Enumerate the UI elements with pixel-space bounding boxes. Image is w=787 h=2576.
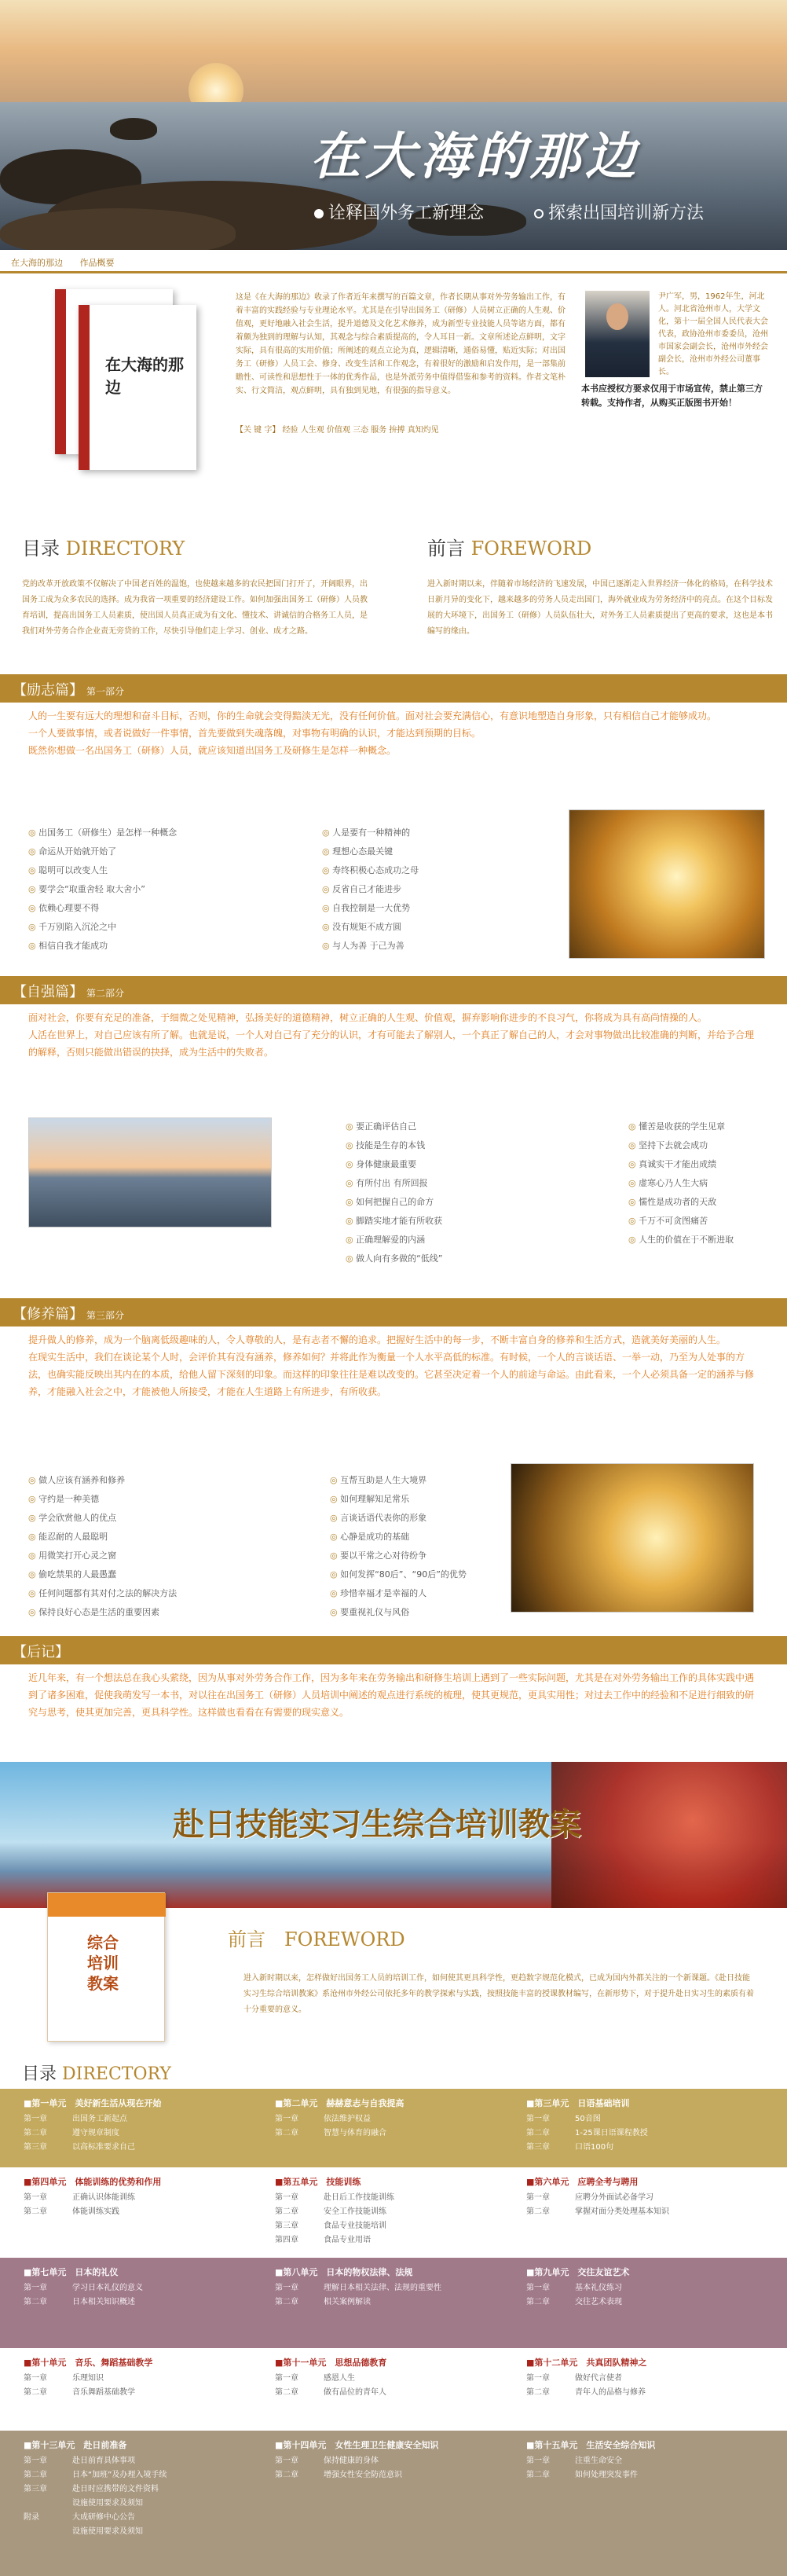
- chapter-list-right: [322, 824, 419, 956]
- section-header: 【后记】: [0, 1636, 787, 1664]
- chapter-list-left: [28, 1471, 177, 1622]
- book-cover: [79, 305, 196, 470]
- book2-foreword-heading: 前言 FOREWORD: [228, 1928, 405, 1950]
- unit-chapter: 第二章 交往艺术表现: [526, 2298, 622, 2306]
- unit-title: ■第十二单元 共真团队精神之: [526, 2358, 647, 2368]
- section-paragraphs: [0, 703, 787, 764]
- unit-chapter: 第三章 食品专业技能培训: [275, 2222, 386, 2230]
- unit-title: ■第十一单元 思想品德教育: [275, 2358, 387, 2368]
- section-1: [0, 674, 787, 976]
- paragraph: 提升做人的修养，成为一个脑离低级趣味的人，令人尊敬的人，是有志者不懈的追求。把握好生活中的每一步，不断丰富自身的修养和生活方式，造就美好美丽的人生。: [28, 1334, 727, 1345]
- chapter-item[interactable]: ◎ 如何把握自己的命方: [346, 1193, 443, 1212]
- chapter-item[interactable]: ◎ 身体健康最重要: [346, 1155, 443, 1174]
- unit-chapter: 第二章 遵守规章制度: [24, 2129, 119, 2137]
- chapter-item[interactable]: ◎ 虚寒心乃人生大病: [628, 1174, 734, 1193]
- unit-chapter: 第三章 赴日时应携带的文件资料: [24, 2485, 159, 2493]
- unit-chapter: 第二章 日本“加班”及办理入境手续: [24, 2471, 167, 2479]
- chapter-item[interactable]: ◎ 有所付出 有所回报: [346, 1174, 443, 1193]
- chapter-item[interactable]: ◎ 坚持下去就会成功: [628, 1136, 734, 1155]
- preface-text: 进入新时期以来，伴随着市场经济的飞速发展，中国已逐渐走入世界经济一体化的格局，在科学技术日新月异的变化下，越来越多的劳务人员走出国门，海外就业成为劳务经济中的亮点。在这个目标发展的大环境下，出国务工（研修）人员队伍壮大，对外务工人员素质提出了更高的要求，这也是本书编写的缘由。: [427, 580, 773, 636]
- book2-cover: [47, 1892, 165, 2042]
- unit-title: ■第十单元 音乐、舞蹈基础教学: [24, 2358, 153, 2368]
- hero-subtitle-1: 诠释国外务工新理念: [314, 200, 484, 224]
- section-paragraphs: [0, 1004, 787, 1066]
- unit-title: ■第六单元 应聘全考与聘用: [526, 2177, 639, 2187]
- unit-block[interactable]: [24, 2097, 259, 2155]
- chapter-item[interactable]: ◎ 没有规矩不成方圆: [322, 918, 419, 937]
- paragraph: 人活在世界上，对自己应该有所了解。也就是说，一个人对自己有了充分的认识，才有可能去了解别人，一个真正了解自己的人，才会对事物做出比较准确的判断，并给予合理的解释，否则只能做出错误的抉择，成为生活中的失败者。: [28, 1029, 755, 1058]
- directory-preface: [0, 533, 787, 643]
- chapter-item[interactable]: ◎ 理想心态最关键: [322, 842, 419, 861]
- unit-block[interactable]: [526, 2097, 762, 2155]
- chapter-list-right: [330, 1471, 467, 1622]
- unit-title: ■第一单元 美好新生活从现在开始: [24, 2098, 162, 2108]
- sea-photo: [28, 1117, 272, 1227]
- intro-text: 这是《在大海的那边》收录了作者近年来撰写的百篇文章，作者长期从事对外劳务输出工作，有着丰富的实践经验与专业理论水平。尤其是在引导出国务工（研修）人员树立正确的人生观、价值观，更好地融入社会生活，提升道德及文化艺术修养，成为新型专业技能人员等诸方面，都有着颇为独到的理解与认知，其观念与综合素质提高的，令人耳目一新。文章所述论点鲜明，文字实际，具有很高的实用价值；所阐述的观点立论为真，逻辑清晰，通俗易懂，贴近实际；对出国务工（研修）人员工会、修身、改变生活和工作观念，有着很好的激励和启发作用，是一部集前瞻性、可读性和思想性于一体的优秀作品，也是外派劳务中值得借鉴和参考的资料。作者文笔朴实、行文简洁，观点鲜明，具有独到见地，有很强的指导意义。: [236, 293, 566, 395]
- paragraph: 一个人要做事情，或者说做好一件事情，首先要做到失魂落魄，对事物有明确的认识，才能达到预期的目标。: [28, 728, 481, 739]
- chapter-item[interactable]: ◎ 心静是成功的基础: [330, 1528, 467, 1547]
- chapter-item[interactable]: ◎ 寿终积极心态成功之母: [322, 861, 419, 880]
- chapter-item[interactable]: ◎ 做人应该有涵养和修养: [28, 1471, 177, 1490]
- section-header: 【修养篇】 第三部分: [0, 1298, 787, 1327]
- rock: [110, 118, 157, 140]
- chapter-item[interactable]: ◎ 聪明可以改变人生: [28, 861, 177, 880]
- chapter-item[interactable]: ◎ 正确理解爱的内涵: [346, 1231, 443, 1249]
- paragraph: 面对社会，你要有充足的准备，于细微之处见精神，弘扬美好的道德精神，树立正确的人生观、价值观，摒弃影响你进步的不良习气，你将成为具有高尚情操的人。: [28, 1012, 708, 1023]
- unit-chapter: 第二章 相关案例解读: [275, 2298, 371, 2306]
- unit-chapter: 第三章 以高标准要求自己: [24, 2143, 135, 2152]
- unit-chapter: 第一章 应聘分外面试必备学习: [526, 2193, 653, 2202]
- hero-title: 在大海的那边: [310, 127, 640, 186]
- chapter-item[interactable]: ◎ 言谈话语代表你的形象: [330, 1509, 467, 1528]
- unit-band: [0, 2348, 787, 2431]
- chapter-item[interactable]: ◎ 任何问题都有其对付之法的解决方法: [28, 1584, 177, 1603]
- unit-chapter: 设施使用要求及须知: [72, 2499, 143, 2508]
- unit-block[interactable]: [526, 2175, 762, 2219]
- chapter-item[interactable]: ◎ 千万别陷入沉沦之中: [28, 918, 177, 937]
- chapter-item[interactable]: ◎ 懦性是成功者的天敌: [628, 1193, 734, 1212]
- chapter-list-left: [346, 1117, 443, 1268]
- unit-chapter: 第一章 乐理知识: [24, 2374, 104, 2383]
- book2-banner: [0, 1762, 787, 1908]
- postscript: [0, 1636, 787, 1762]
- unit-chapter: 第一章 正确认识体能训练: [24, 2193, 135, 2202]
- unit-block[interactable]: [24, 2266, 259, 2310]
- unit-block[interactable]: [275, 2097, 511, 2141]
- unit-chapter: 第二章 智慧与体育的融合: [275, 2129, 386, 2137]
- unit-chapter: 第一章 50音图: [526, 2115, 601, 2123]
- chapter-item[interactable]: ◎ 守约是一种美德: [28, 1490, 177, 1509]
- unit-title: ■第八单元 日本的物权法律、法规: [275, 2267, 413, 2277]
- unit-block[interactable]: [526, 2438, 762, 2482]
- unit-block[interactable]: [526, 2266, 762, 2310]
- chapter-item[interactable]: ◎ 反省自己才能进步: [322, 880, 419, 899]
- chapter-item[interactable]: ◎ 要以平常之心对待纷争: [330, 1547, 467, 1565]
- unit-chapter: 第二章 增强女性安全防范意识: [275, 2471, 402, 2479]
- unit-title: ■第十四单元 女性生理卫生健康安全知识: [275, 2440, 439, 2450]
- unit-title: ■第三单元 日语基础培训: [526, 2098, 630, 2108]
- chapter-item[interactable]: ◎ 如何理解知足常乐: [330, 1490, 467, 1509]
- unit-chapter: 第一章 赴日后工作技能训练: [275, 2193, 394, 2202]
- unit-chapter: 第二章 体能训练实践: [24, 2207, 119, 2216]
- unit-chapter: 第二章 做有品位的青年人: [275, 2388, 386, 2397]
- unit-title: ■第十五单元 生活安全综合知识: [526, 2440, 656, 2450]
- book-title: 在大海的那边: [105, 355, 184, 397]
- chapter-item[interactable]: ◎ 要重视礼仪与风俗: [330, 1603, 467, 1622]
- section-header: 【励志篇】 第一部分: [0, 674, 787, 703]
- rock: [0, 208, 236, 250]
- paragraph: 人的一生要有远大的理想和奋斗目标，否则，你的生命就会变得黯淡无光，没有任何价值。面对社会要充满信心，有意识地塑造自身形象，只有相信自己才能够成功。: [28, 710, 717, 721]
- unit-chapter: 第二章 日本相关知识概述: [24, 2298, 135, 2306]
- unit-band: [0, 2258, 787, 2348]
- unit-band: [0, 2089, 787, 2167]
- unit-chapter: 第二章 青年人的品格与修养: [526, 2388, 646, 2397]
- chapter-item[interactable]: ◎ 脚踏实地才能有所收获: [346, 1212, 443, 1231]
- preface-heading: 前言 FOREWORD: [427, 538, 592, 560]
- unit-title: ■第七单元 日本的礼仪: [24, 2267, 119, 2277]
- chapter-item[interactable]: ◎ 千万不可贪图痛苦: [628, 1212, 734, 1231]
- chapter-item[interactable]: ◎ 要学会“取重舍轻 取大舍小”: [28, 880, 177, 899]
- chapter-item[interactable]: ◎ 偷吃禁果的人最愚蠢: [28, 1565, 177, 1584]
- crumb-link[interactable]: 在大海的那边: [11, 258, 63, 268]
- unit-chapter: 第一章 依法维护权益: [275, 2115, 371, 2123]
- directory-text: 党的改革开放政策不仅解决了中国老百姓的温饱，也使越来越多的农民把国门打开了，开阔眼界，出国务工成为众多农民的选择。成为我省一项重要的经济建设工作。如何加强出国务工（研修）人员教育培训，提高出国务工人员素质，使出国人员真正成为有文化、懂技术、讲诚信的合格务工人员，是我们对外劳务合作企业责无旁贷的工作，尽快引导他们走上学习、创业、成才之路。: [22, 580, 368, 636]
- unit-title: ■第四单元 体能训练的优势和作用: [24, 2177, 162, 2187]
- chapter-list-right: [628, 1117, 734, 1249]
- unit-chapter: 第一章 出国务工新起点: [24, 2115, 127, 2123]
- chapter-item[interactable]: ◎ 珍惜幸福才是幸福的人: [330, 1584, 467, 1603]
- section-2: [0, 976, 787, 1298]
- unit-chapter: 第二章 音乐舞蹈基础教学: [24, 2388, 135, 2397]
- unit-chapter: 第二章 如何处理突发事件: [526, 2471, 638, 2479]
- unit-chapter: 第二章 1-25课日语课程教授: [526, 2129, 648, 2137]
- unit-title: ■第五单元 技能训练: [275, 2177, 361, 2187]
- section-header: 【自强篇】 第二部分: [0, 976, 787, 1004]
- unit-block[interactable]: [275, 2175, 511, 2248]
- unit-block[interactable]: [526, 2356, 762, 2400]
- chapter-item[interactable]: ◎ 用微笑打开心灵之窗: [28, 1547, 177, 1565]
- chapter-item[interactable]: ◎ 互帮互助是人生大境界: [330, 1471, 467, 1490]
- hero-subtitle-2: 探索出国培训新方法: [534, 200, 704, 224]
- chapter-item[interactable]: ◎ 真诚实干才能出成绩: [628, 1155, 734, 1174]
- autumn-tree: [551, 1762, 787, 1908]
- unit-chapter: 第一章 基本礼仪练习: [526, 2284, 622, 2292]
- chapter-item[interactable]: ◎ 自我控制是一大优势: [322, 899, 419, 918]
- chapter-item[interactable]: ◎ 做人向有多做的“低线”: [346, 1249, 443, 1268]
- unit-chapter: 第三章 口语100句: [526, 2143, 614, 2152]
- paragraph: 既然你想做一名出国务工（研修）人员，就应该知道出国务工及研修生是怎样一种概念。: [28, 745, 397, 756]
- silhouette-photo: [569, 809, 765, 959]
- unit-block[interactable]: [275, 2438, 511, 2482]
- directory-heading: 目录 DIRECTORY: [22, 538, 185, 560]
- book2-directory-heading: 目录 DIRECTORY: [22, 2064, 171, 2084]
- copyright-note: 本书应授权方要求仅用于市场宣传，禁止第三方转载。支持作者，从购买正版图书开始！: [581, 383, 763, 408]
- chapter-item[interactable]: ◎ 人生的价值在于不断进取: [628, 1231, 734, 1249]
- unit-chapter: 第一章 学习日本礼仪的意义: [24, 2284, 143, 2292]
- unit-grid: [0, 2089, 787, 2576]
- section-3: [0, 1298, 787, 1636]
- chapter-item[interactable]: ◎ 如何发挥“80后”、“90后”的优势: [330, 1565, 467, 1584]
- unit-chapter: 第四章 食品专业用语: [275, 2236, 371, 2244]
- unit-block[interactable]: [275, 2356, 511, 2400]
- unit-block[interactable]: [24, 2175, 259, 2219]
- chapter-list-left: [28, 824, 177, 956]
- keywords: 【关 键 字】 经验 人生观 价值观 三态 服务 拚搏 真知灼见: [236, 426, 439, 435]
- crumb-link[interactable]: 作品概要: [79, 258, 115, 268]
- unit-chapter: 第一章 保持健康的身体: [275, 2457, 379, 2465]
- breadcrumb: [0, 250, 787, 273]
- unit-block[interactable]: [24, 2356, 259, 2400]
- chapter-item[interactable]: ◎ 命运从开始就开始了: [28, 842, 177, 861]
- chapter-item[interactable]: ◎ 与人为善 于己为善: [322, 937, 419, 956]
- chapter-item[interactable]: ◎ 依赖心理要不得: [28, 899, 177, 918]
- chapter-item[interactable]: ◎ 技能是生存的本钱: [346, 1136, 443, 1155]
- unit-chapter: 第二章 安全工作技能训练: [275, 2207, 386, 2216]
- book2-banner-title: 赴日技能实习生综合培训教案: [173, 1806, 581, 1843]
- unit-chapter: 第一章 赴日前育具体事项: [24, 2457, 135, 2465]
- unit-chapter: 第一章 注重生命安全: [526, 2457, 622, 2465]
- chapter-item[interactable]: ◎ 相信自我才能成功: [28, 937, 177, 956]
- unit-title: ■第十三单元 赴日前准备: [24, 2440, 127, 2450]
- unit-block[interactable]: [275, 2266, 511, 2310]
- book2-intro: [0, 1908, 787, 2089]
- chapter-item[interactable]: ◎ 能忍耐的人最聪明: [28, 1528, 177, 1547]
- author-bio: 尹广军，男，1962年生，河北人。河北省沧州市人，大学文化，第十一届全国人民代表大会代表，政协沧州市委委员，沧州市国家会副会长，沧州市外经会副会长，沧州市外经公司董事长。: [658, 292, 768, 376]
- unit-band: [0, 2431, 787, 2576]
- unit-chapter: 第二章 掌握对面分类处理基本知识: [526, 2207, 669, 2216]
- chapter-item[interactable]: ◎ 人是要有一种精神的: [322, 824, 419, 842]
- unit-chapter: 第一章 理解日本相关法律、法规的重要性: [275, 2284, 441, 2292]
- chapter-item[interactable]: ◎ 要正确评估自己: [346, 1117, 443, 1136]
- paragraph: 在现实生活中，我们在谈论某个人时，会评价其有没有涵养，修养如何？并将此作为衡量一个人水平高低的标准。有时候，一个人的言谈话语、一举一动，乃至为人处事的方法，也确实能反映出其内在的本质，给他人留下深刻的印象。而这样的印象往往是难以改变的。它甚至决定着一个人的前途与命运。由此看来，一个人必须具备一定的涵养与修养，才能融入社会之中，才能被他人所接受，才能在人生道路上有所进步，有所收获。: [28, 1352, 755, 1397]
- unit-chapter: 第一章 感恩人生: [275, 2374, 355, 2383]
- unit-chapter: 附录 大成研修中心公告: [24, 2513, 135, 2522]
- book-intro: [0, 273, 787, 533]
- unit-chapter: 设施使用要求及须知: [72, 2527, 143, 2536]
- hero-banner: [0, 0, 787, 250]
- postscript-text: 近几年来，有一个想法总在我心头萦绕，因为从事对外劳务合作工作，因为多年来在劳务输出和研修生培训上遇到了一些实际问题，尤其是在对外劳务输出工作的具体实践中遇到了诸多困难，促使我萌发写一本书，对以往在出国务工（研修）人员培训中阐述的观点进行系统的梳理，使其更规范，更具实用性；对过去工作中的经验和不足进行细致的研究与思考，使其更加完善，更具科学性。这样做也看看在有需要的现实意义。: [28, 1672, 755, 1718]
- unit-title: ■第九单元 交往友谊艺术: [526, 2267, 630, 2277]
- unit-chapter: 第一章 做好代言使者: [526, 2374, 622, 2383]
- unit-title: ■第二单元 赫赫意志与自我提高: [275, 2098, 404, 2108]
- chapter-item[interactable]: ◎ 懂苦是收获的学生见章: [628, 1117, 734, 1136]
- book2-cover-title: 综合培训教案: [87, 1933, 119, 1993]
- chapter-item[interactable]: ◎ 学会欣赏他人的优点: [28, 1509, 177, 1528]
- book2-foreword-text: 进入新时期以来，怎样做好出国务工人员的培训工作，如何使其更具科学性，更趋数字规范化模式，已成为国内外都关注的一个新课题。《赴日技能实习生综合培训教案》系沧州市外经公司依托多年的教学探索与实践，按照技能丰富的授课教材编写，在新形势下，对于提升赴日实习生的素质有着十分重要的意义。: [243, 1974, 754, 2014]
- unit-block[interactable]: [24, 2438, 259, 2539]
- section-paragraphs: [0, 1327, 787, 1405]
- author-photo: [585, 291, 650, 377]
- unit-band: [0, 2167, 787, 2258]
- cyclist-photo: [511, 1463, 754, 1613]
- chapter-item[interactable]: ◎ 出国务工（研修生）是怎样一种概念: [28, 824, 177, 842]
- chapter-item[interactable]: ◎ 保持良好心态是生活的重要因素: [28, 1603, 177, 1622]
